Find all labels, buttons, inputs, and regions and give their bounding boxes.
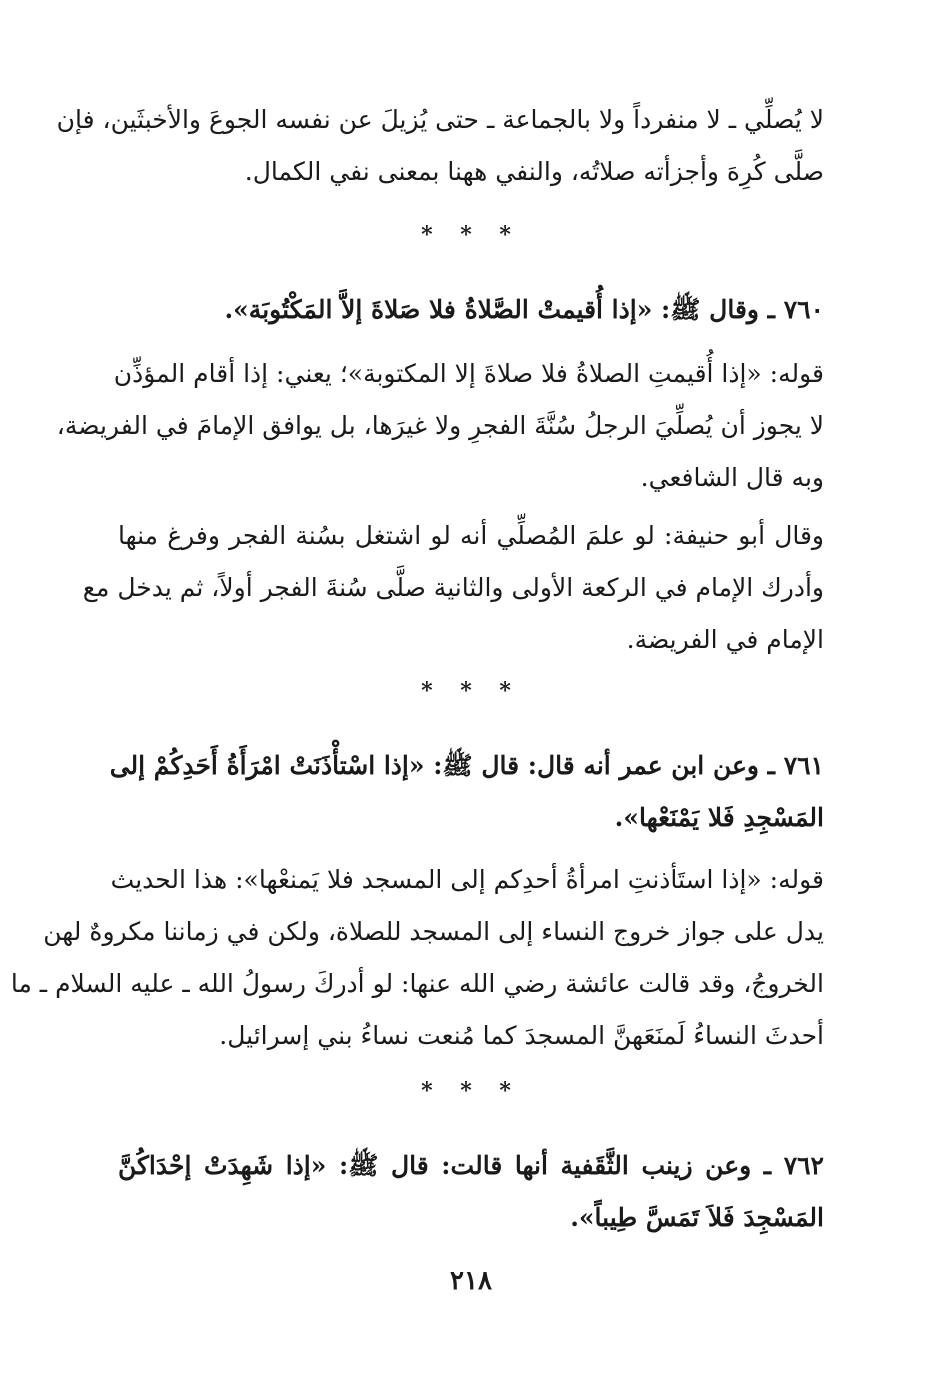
page-number: ٢١٨ [450, 1266, 492, 1296]
hadith-heading: ٧٦٢ ـ وعن زينب الثَّقَفية أنها قالت: قال ﷺ: «إذا شَهِدَتْ إحْدَاكُنَّ [118, 1151, 824, 1180]
text-line: أحدثَ النساءُ لَمنَعَهنَّ المسجدَ كما مُنعت نساءُ بني إسرائيل. [219, 1021, 824, 1050]
section-separator: * * * [421, 1078, 521, 1104]
text-line: الخروجُ، وقد قالت عائشة رضي الله عنها: لو أدركَ رسولُ الله ـ عليه السلام ـ ما [10, 969, 824, 998]
hadith-heading: المَسْجِدَ فَلاَ تَمَسَّ طِيباً». [570, 1203, 824, 1232]
text-line: لا يُصلِّي ـ لا منفرداً ولا بالجماعة ـ حتى يُزيلَ عن نفسه الجوعَ والأخبثَين، فإن [56, 105, 824, 134]
text-line: لا يجوز أن يُصلِّيَ الرجلُ سُنَّةَ الفجرِ ولا غيرَها، بل يوافق الإمامَ في الفريضة، [56, 411, 824, 440]
hadith-heading: ٧٦٠ ـ وقال ﷺ: «إذا أُقيمتْ الصَّلاةُ فلا صَلاةَ إلاَّ المَكْتُوبَة». [224, 295, 824, 324]
text-line: يدل على جواز خروج النساء إلى المسجد للصلاة، ولكن في زماننا مكروهٌ لهن [43, 917, 824, 946]
hadith-heading: ٧٦١ ـ وعن ابن عمر أنه قال: قال ﷺ: «إذا اسْتأْذَنَتْ امْرَأَةُ أَحَدِكُمْ إلى [109, 751, 824, 780]
text-line: وأدرك الإمام في الركعة الأولى والثانية صلَّى سُنةَ الفجر أولاً، ثم يدخل مع [82, 573, 824, 602]
text-line: الإمام في الفريضة. [626, 625, 824, 654]
text-line: وقال أبو حنيفة: لو علمَ المُصلِّي أنه لو اشتغل بسُنة الفجر وفرغ منها [118, 521, 824, 550]
hadith-heading: المَسْجِدِ فَلا يَمْنَعْها». [614, 803, 824, 832]
text-line: وبه قال الشافعي. [640, 463, 824, 492]
section-separator: * * * [421, 222, 521, 248]
text-line: قوله: «إذا استَأذنتِ امرأةُ أحدِكم إلى المسجد فلا يَمنعْها»: هذا الحديث [110, 865, 824, 894]
section-separator: * * * [421, 678, 521, 704]
text-line: صلَّى كُرِهَ وأجزأته صلاتُه، والنفي ههنا بمعنى نفي الكمال. [244, 157, 824, 186]
text-line: قوله: «إذا أُقيمتِ الصلاةُ فلا صلاةَ إلا المكتوبة»؛ يعني: إذا أقام المؤذِّن [113, 359, 824, 388]
